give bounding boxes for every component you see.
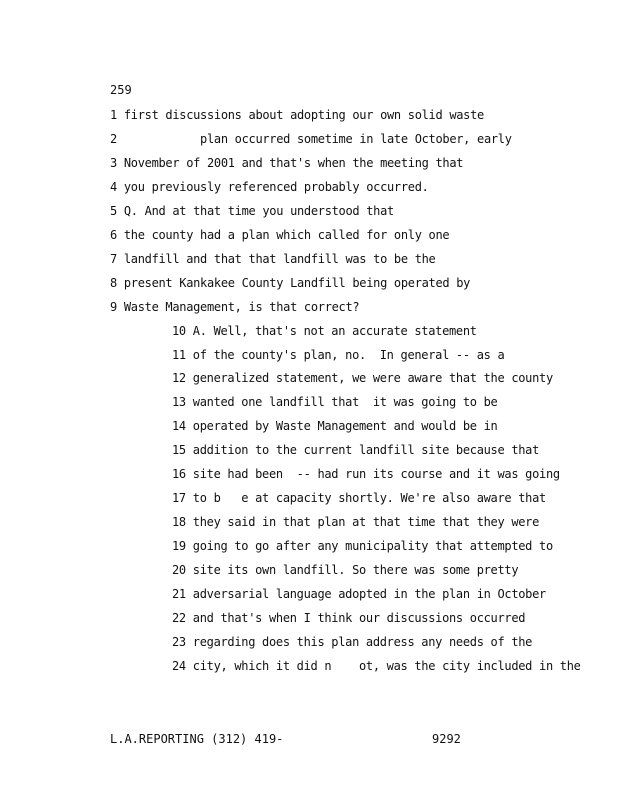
- line-text: and that's when I think our discussions occurred: [192, 610, 526, 625]
- line-number: 7: [110, 251, 117, 266]
- transcript-line: [172, 348, 504, 362]
- transcript-line: [172, 635, 532, 649]
- line-text: site had been -- had run its course and it was going: [192, 467, 560, 482]
- line-text: adversarial language adopted in the plan in October: [192, 587, 546, 601]
- footer-reporter: L.A.REPORTING (312) 419-: [110, 732, 284, 746]
- transcript-line: [172, 395, 497, 409]
- line-text: landfill and that that landfill was to be the: [123, 251, 436, 266]
- transcript-line: [172, 515, 539, 529]
- line-number: 16: [172, 467, 186, 482]
- line-text: wanted one landfill that it was going to be: [192, 395, 498, 410]
- line-number: 3: [110, 155, 117, 170]
- transcript-line: [110, 204, 394, 218]
- transcript-line: [110, 228, 449, 242]
- line-text: they said in that plan at that time that they were: [192, 515, 540, 530]
- transcript-line: [172, 491, 546, 505]
- line-text: A. Well, that's not an accurate statement: [192, 323, 477, 338]
- line-text: Waste Management, is that correct?: [123, 299, 360, 314]
- transcript-line: [172, 371, 553, 385]
- line-number: 8: [110, 275, 117, 290]
- transcript-line: [110, 300, 359, 314]
- transcript-line: [110, 180, 429, 194]
- transcript-line: [110, 156, 463, 170]
- line-text: present Kankakee County Landfill being operated by: [123, 275, 471, 290]
- line-text: generalized statement, we were aware that the county: [192, 371, 553, 386]
- line-number: 13: [172, 395, 186, 410]
- line-number: 20: [172, 563, 186, 578]
- line-text: the county had a plan which called for only one: [123, 227, 450, 242]
- transcript-line: [110, 252, 435, 266]
- line-number: 10: [172, 323, 186, 338]
- page-number: 259: [110, 83, 132, 97]
- line-number: 23: [172, 634, 186, 649]
- transcript-line: [172, 587, 546, 601]
- line-number: 1: [110, 108, 117, 122]
- line-text: site its own landfill. So there was some pretty: [192, 563, 519, 578]
- line-number: 12: [172, 371, 186, 386]
- line-number: 9: [110, 299, 117, 314]
- transcript-line: [172, 659, 581, 673]
- line-text: to b e at capacity shortly. We're also aware that: [192, 491, 546, 506]
- line-text: Q. And at that time you understood that: [123, 203, 394, 218]
- footer-phone-suffix: 9292: [432, 732, 461, 746]
- line-text: November of 2001 and that's when the meeting that: [123, 155, 464, 170]
- line-number: 2: [110, 131, 117, 146]
- line-number: 6: [110, 227, 117, 242]
- line-text: regarding does this plan address any needs of the: [192, 634, 533, 649]
- line-number: 5: [110, 203, 117, 218]
- line-number: 24: [172, 658, 186, 673]
- transcript-line: [172, 324, 477, 338]
- transcript-line: [172, 539, 553, 553]
- transcript-line: [110, 132, 512, 146]
- line-number: 19: [172, 539, 186, 554]
- line-number: 14: [172, 419, 186, 434]
- line-number: 11: [172, 347, 186, 362]
- transcript-line: [172, 611, 525, 625]
- line-text: plan occurred sometime in late October, early: [200, 131, 512, 146]
- line-text: city, which it did n ot, was the city included in the: [192, 658, 581, 673]
- transcript-line: [172, 443, 539, 457]
- transcript-line: [172, 467, 560, 481]
- transcript-line: [172, 419, 497, 433]
- line-number: 4: [110, 179, 117, 194]
- line-text: addition to the current landfill site because that: [192, 443, 540, 458]
- transcript-line: [172, 563, 518, 577]
- line-text: going to go after any municipality that attempted to: [192, 539, 553, 554]
- line-text: of the county's plan, no. In general -- as a: [192, 347, 505, 362]
- line-number: 15: [172, 443, 186, 458]
- line-number: 17: [172, 491, 186, 506]
- line-text: first discussions about adopting our own solid waste: [123, 108, 484, 122]
- transcript-line: [110, 276, 470, 290]
- line-text: operated by Waste Management and would be in: [192, 419, 498, 434]
- line-number: 22: [172, 610, 186, 625]
- line-text: you previously referenced probably occurred.: [123, 179, 429, 194]
- line-number: 18: [172, 515, 186, 530]
- line-number: 21: [172, 587, 186, 601]
- transcript-line: [110, 108, 484, 122]
